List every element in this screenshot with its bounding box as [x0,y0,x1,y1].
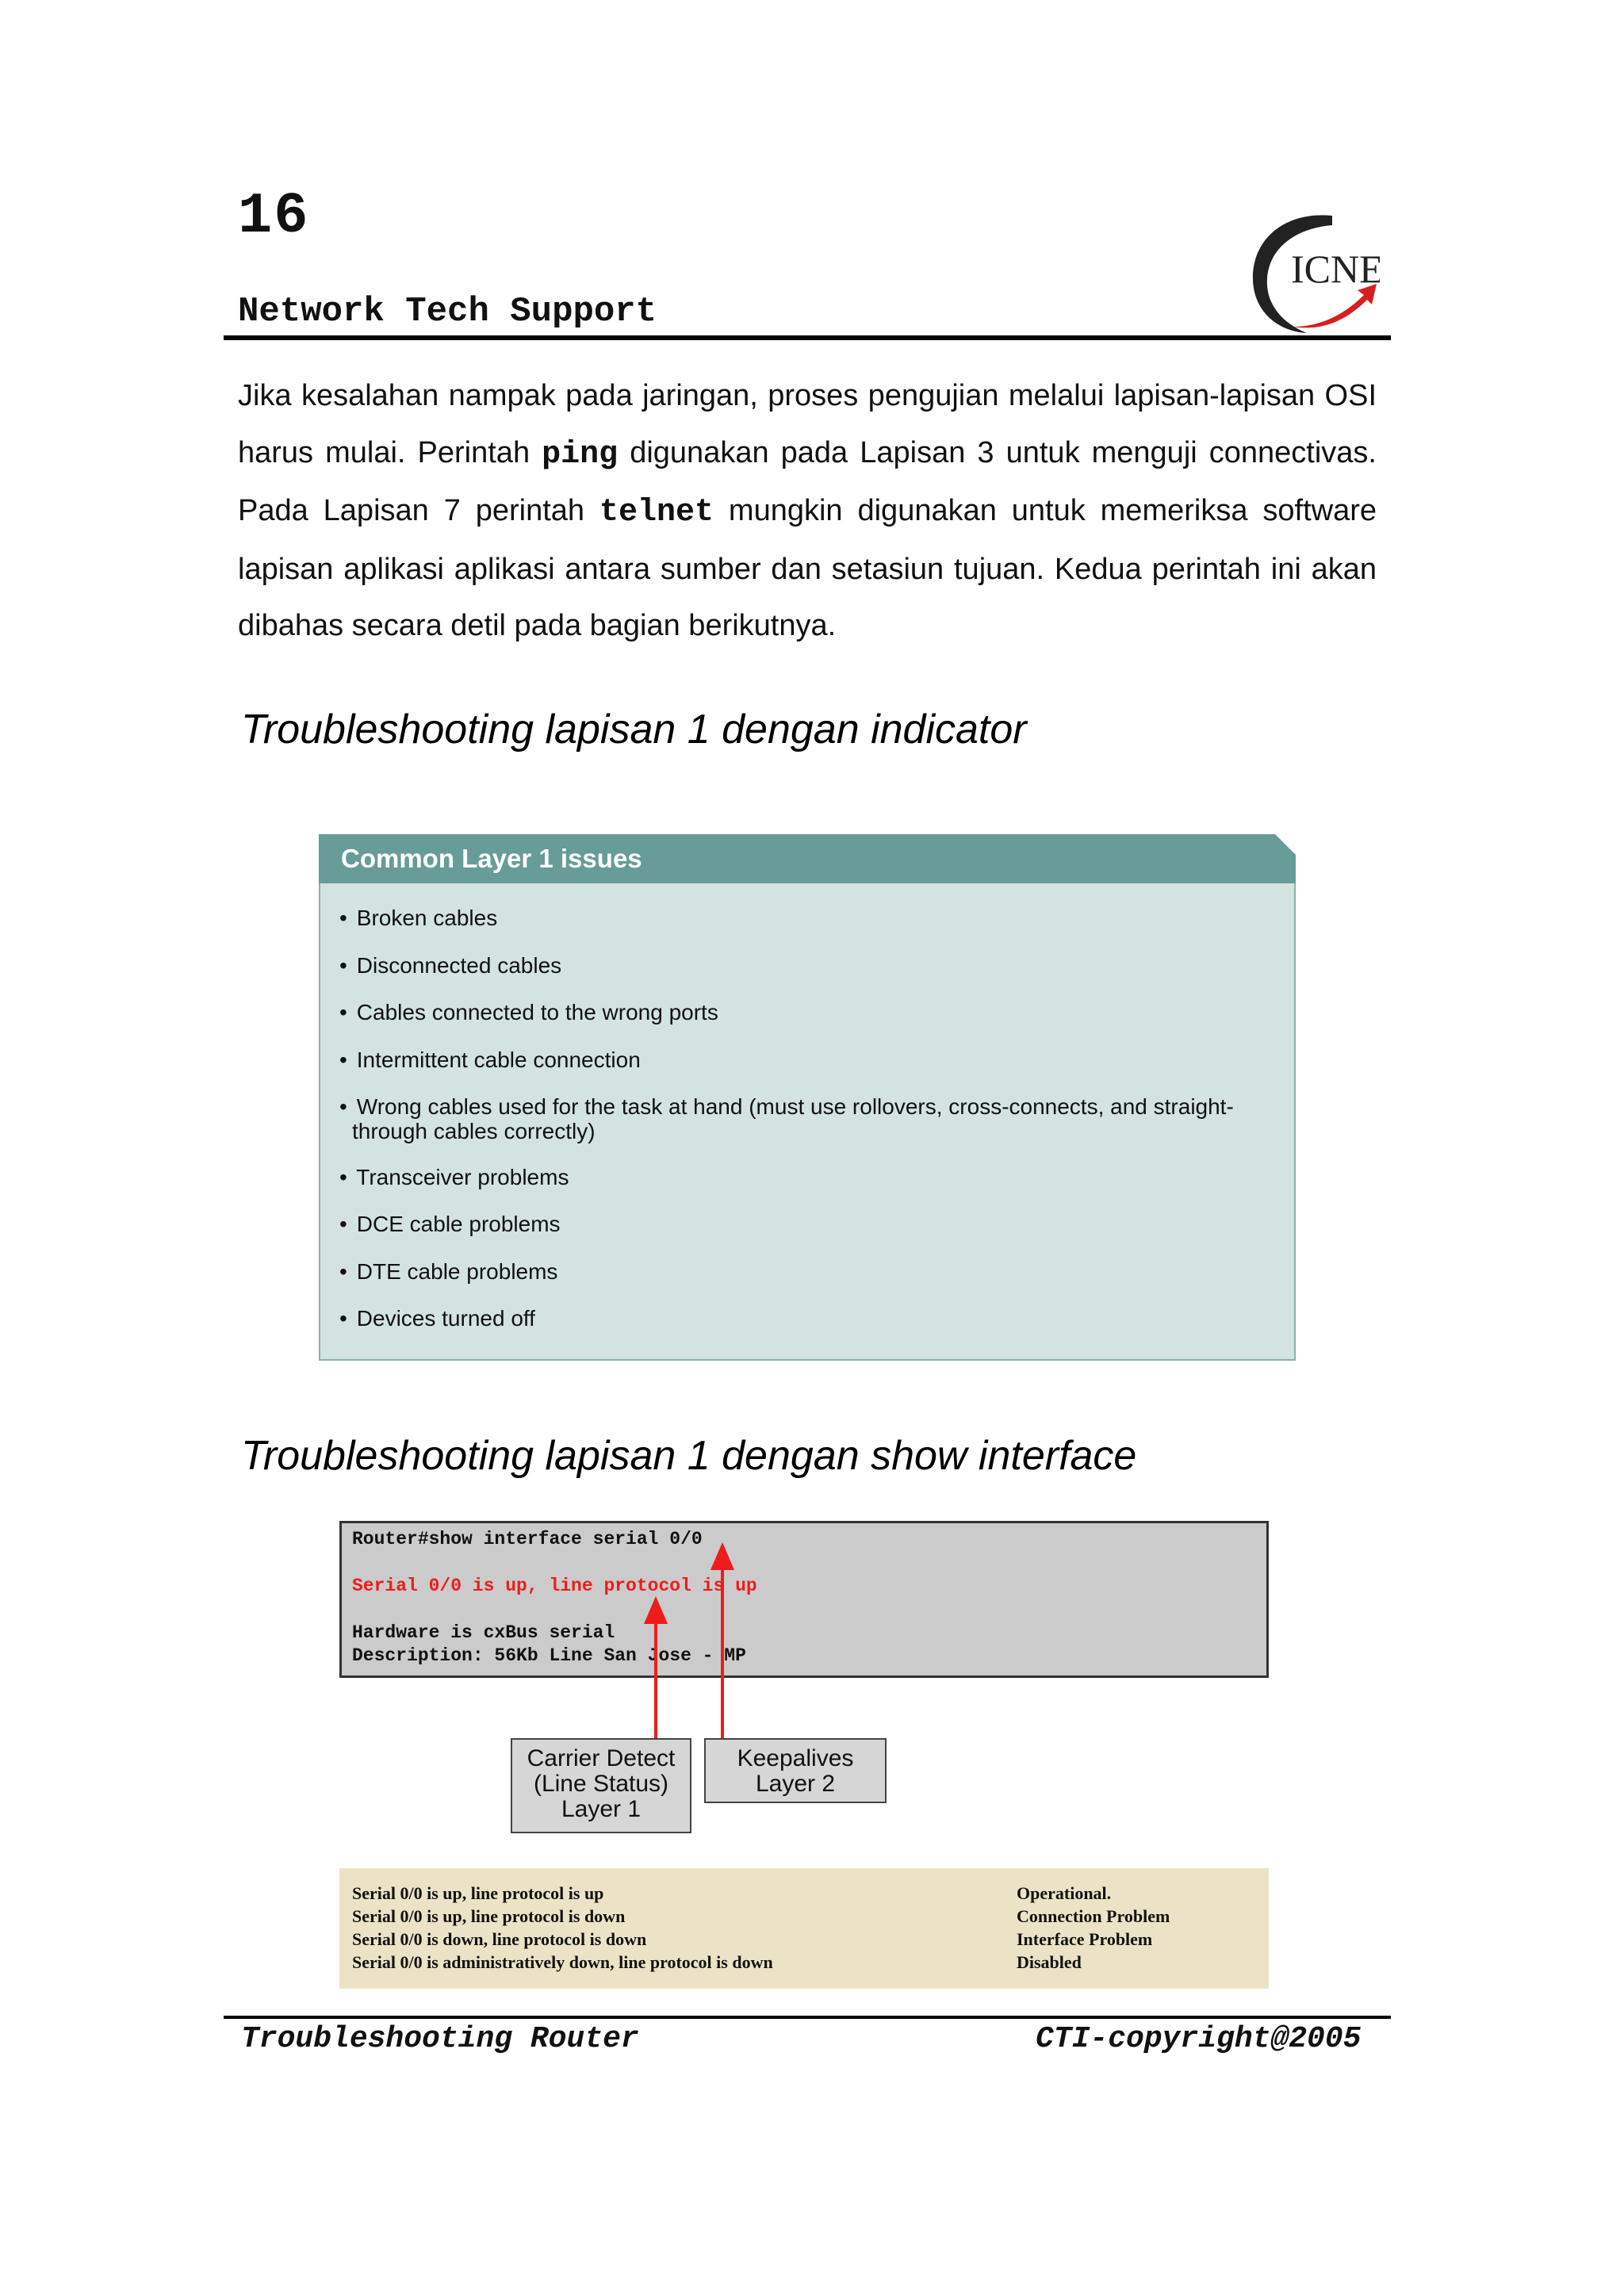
footer-copyright: CTI-copyright@2005 [1036,2022,1362,2056]
issue-item: • Transceiver problems [339,1165,569,1189]
issue-item: • Wrong cables used for the task at hand (must use rollovers, cross-connects, and straight- through cables correctly) [339,1094,1234,1143]
issue-item: • Cables connected to the wrong ports [339,1000,718,1024]
keepalives-label: Keepalives Layer 2 [704,1738,887,1803]
status-row: Serial 0/0 is down, line protocol is down [352,1929,647,1949]
issue-item: • Broken cables [339,906,498,930]
status-row: Serial 0/0 is administratively down, line protocol is down [352,1952,773,1972]
carrier-detect-arrowhead [646,1600,665,1622]
layer1-issues-title: Common Layer 1 issues [341,844,642,873]
status-row: Serial 0/0 is up, line protocol is up [352,1883,604,1903]
carrier-detect-label: Carrier Detect (Line Status) Layer 1 [511,1738,691,1833]
status-meaning: Connection Problem [1017,1906,1170,1926]
ping-command: ping [542,436,619,473]
issue-item: • Disconnected cables [339,953,562,978]
logo-text: ICNE [1291,247,1380,291]
issue-item: • Devices turned off [339,1306,535,1331]
footer-rule [224,2016,1391,2019]
book-title: Network Tech Support [238,292,657,331]
terminal-hardware-line: Hardware is cxBus serial [352,1622,615,1643]
terminal-status-line: Serial 0/0 is up, line protocol is up [352,1576,757,1596]
terminal-command: Router#show interface serial 0/0 [352,1529,703,1549]
status-meaning: Interface Problem [1017,1929,1153,1949]
footer-chapter-title: Troubleshooting Router [241,2022,639,2056]
terminal-description-line: Description: 56Kb Line San Jose - MP [352,1645,746,1666]
telnet-command: telnet [599,495,714,530]
page-number: 16 [238,184,310,249]
issue-item: • Intermittent cable connection [339,1047,641,1072]
issue-item: • DCE cable problems [339,1212,561,1236]
keepalive-arrowhead [713,1546,732,1568]
issue-item: • DTE cable problems [339,1259,558,1284]
intro-text-3: mungkin digunakan untuk memeriksa software lapisan aplikasi aplikasi antara sumber dan setasiun tujuan. Kedua perintah ini akan dibahas secara detil pada bagian berikutnya. [238,494,1377,642]
status-meaning: Disabled [1017,1952,1082,1972]
section-heading-show-interface: Troubleshooting lapisan 1 dengan show interface [241,1433,1137,1479]
intro-text-2: digunakan pada Lapisan 3 untuk menguji connectivas. Pada Lapisan 7 perintah [238,435,1377,527]
intro-text-1: Jika kesalahan nampak pada jaringan, proses pengujian melalui lapisan-lapisan OSI harus mulai. Perintah [238,379,1377,469]
status-row: Serial 0/0 is up, line protocol is down [352,1906,626,1926]
section-heading-indicator: Troubleshooting lapisan 1 dengan indicator [241,707,1027,753]
status-meaning: Operational. [1017,1883,1112,1903]
